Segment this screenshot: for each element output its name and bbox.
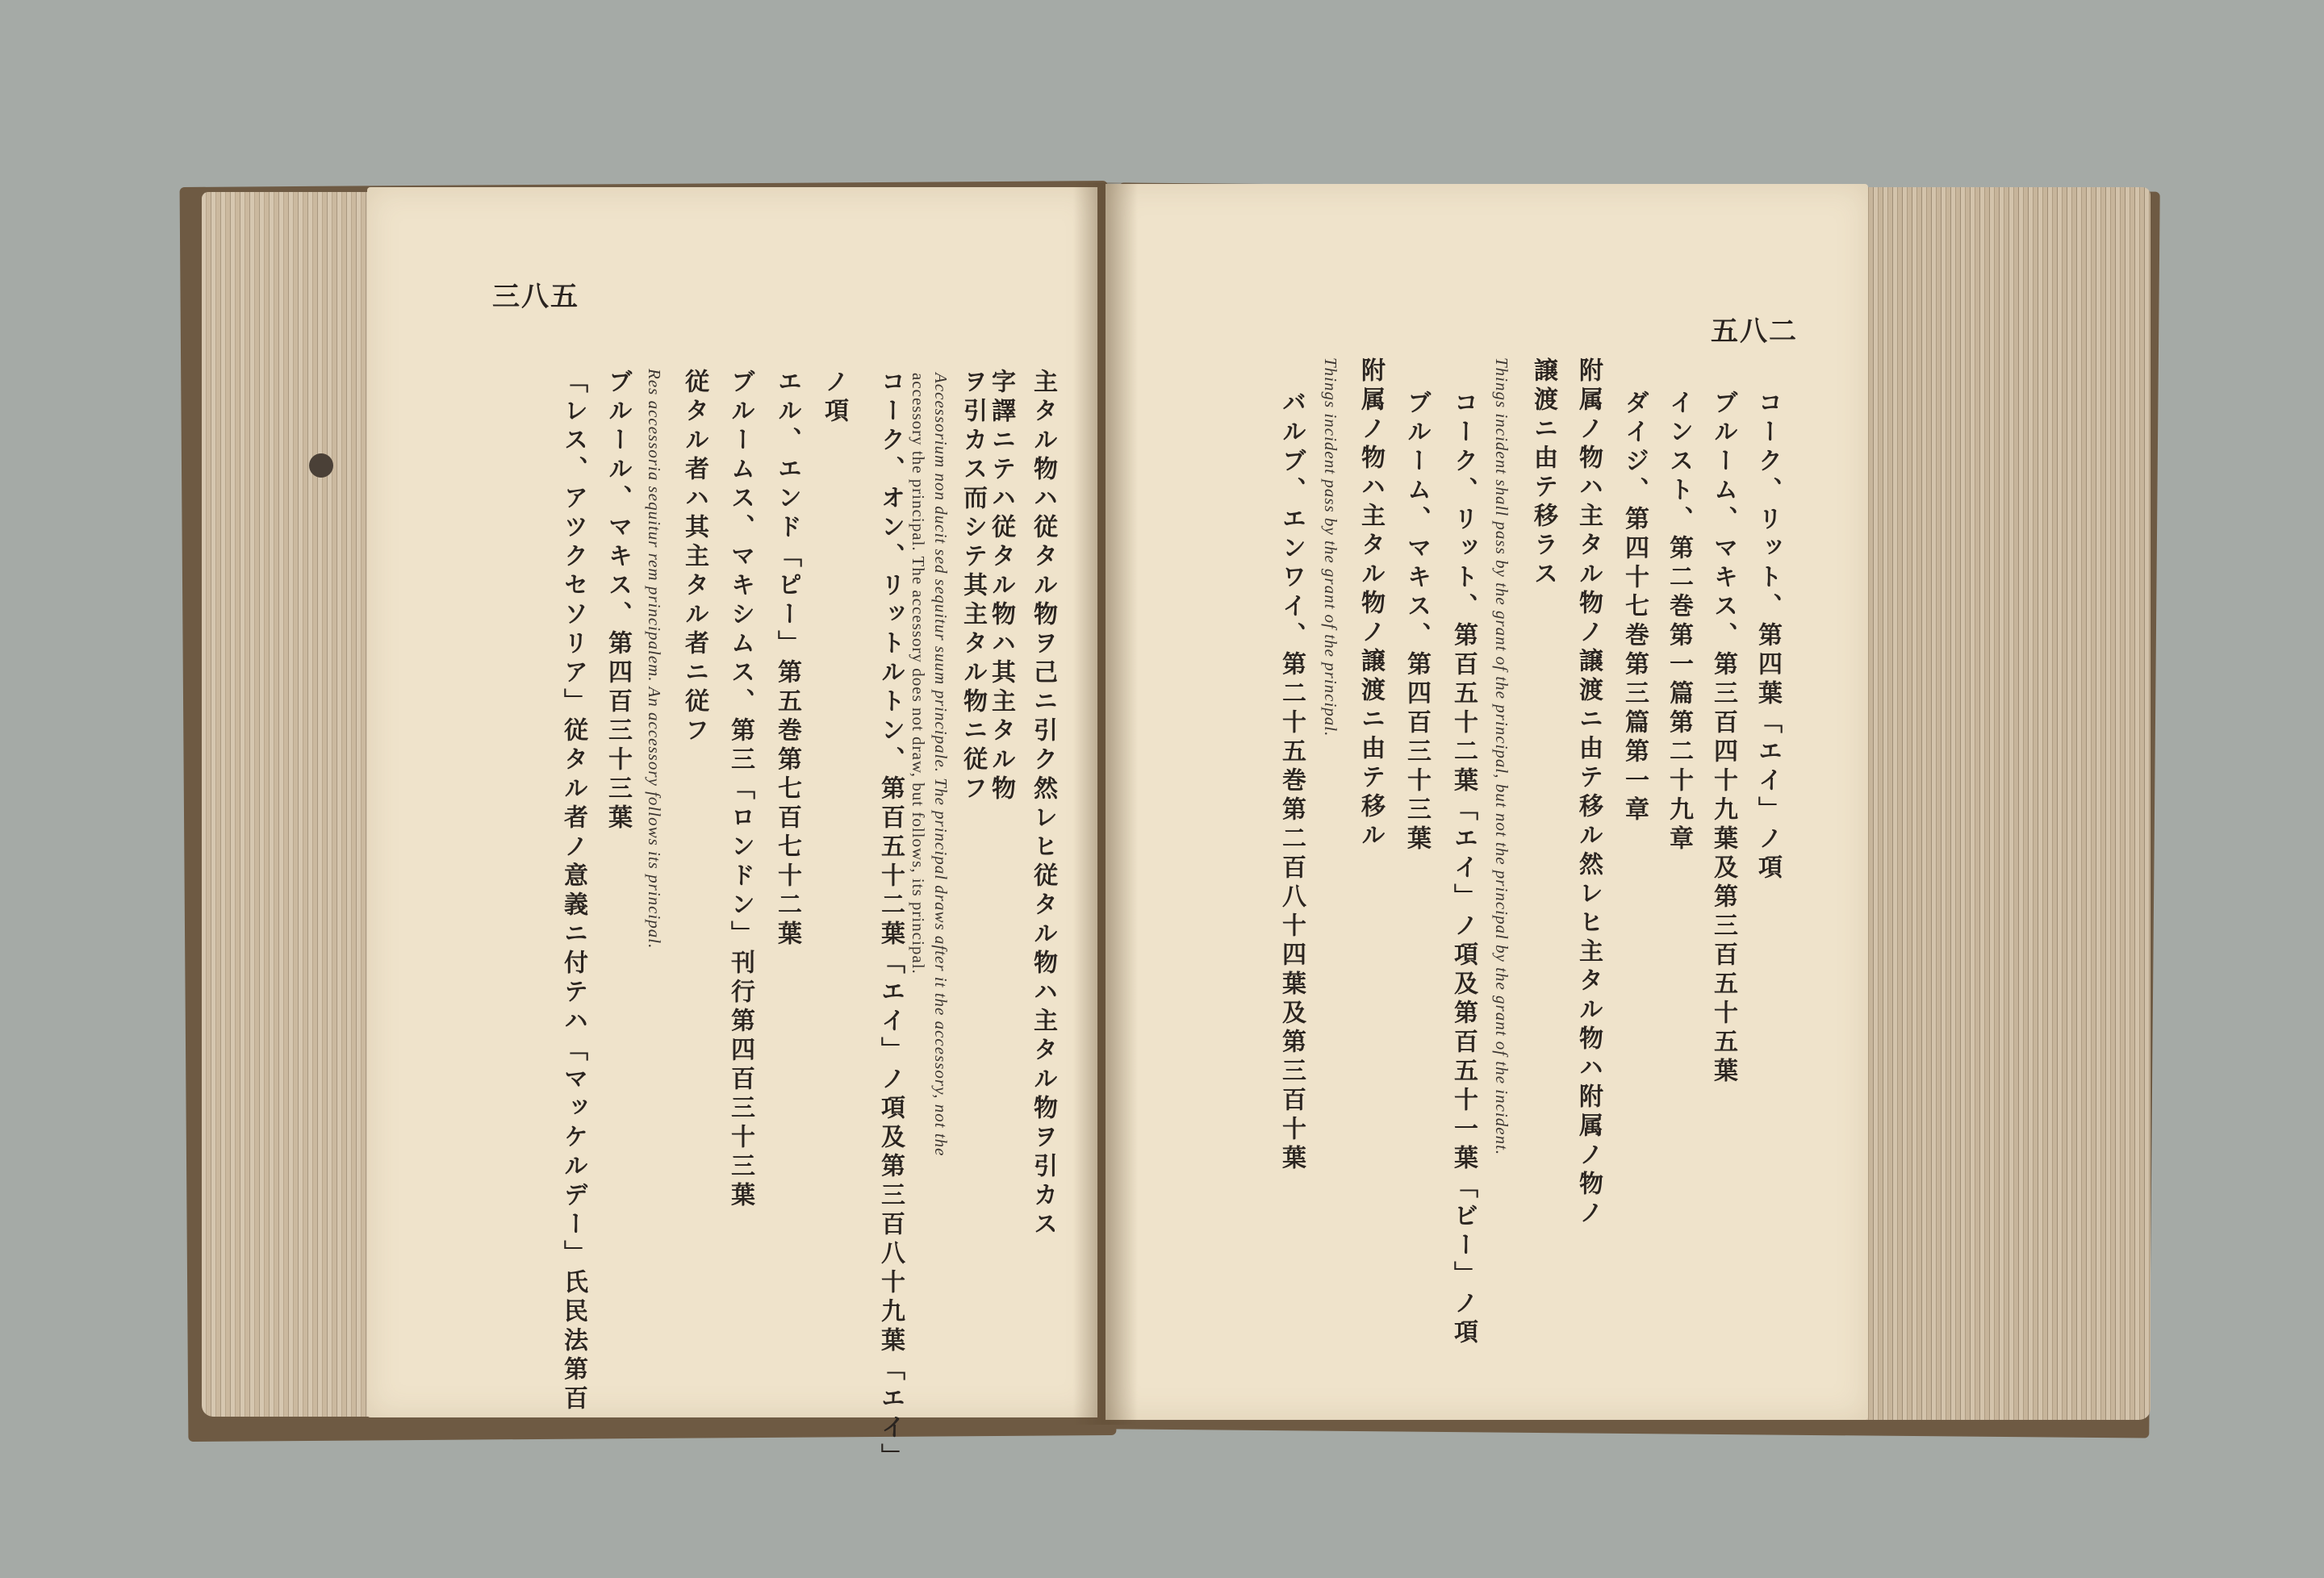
left-col-1: 主タル物ハ従タル物ヲ己ニ引ク然レヒ従タル物ハ主タル物ヲ引カス <box>1029 369 1057 1240</box>
right-col-5: 附属ノ物ハ主タル物ノ譲渡ニ由テ移ル然レヒ主タル物ハ附属ノ物ノ <box>1574 357 1603 1229</box>
left-col-12: ブルール、マキス、第四百三十三葉 <box>604 369 632 833</box>
right-col-9: ブルーム、マキス、第四百三十三葉 <box>1402 390 1431 854</box>
left-col-7: ノ項 <box>820 369 848 427</box>
right-col-7-english: Things incident shall pass by the grant of the principal, but not the principal by the grant of the incident. <box>1492 357 1511 1156</box>
right-col-11-english: Things incident pass by the grant of the principal. <box>1321 357 1340 737</box>
left-col-5-english: accessory the principal. The accessory does not draw, but follows, its principal. <box>909 373 928 975</box>
right-col-4: ダイジ、第四十七巻第三篇第一章 <box>1620 390 1649 825</box>
page-edges-right <box>1864 187 2151 1420</box>
right-col-1: コーク、リット、第四葉「エイ」ノ項 <box>1753 390 1782 883</box>
book-gutter <box>1073 182 1138 1425</box>
left-col-6: コーク、オン、リットルトン、第百五十二葉「エイ」ノ項及第三百八十九葉「エイ」 <box>876 369 905 1472</box>
right-col-2: ブルーム、マキス、第三百四十九葉及第三百五十五葉 <box>1709 390 1737 1087</box>
right-col-3: インスト、第二巻第一篇第二十九章 <box>1665 390 1693 854</box>
right-col-12: バルブ、エンワイ、第二十五巻第二百八十四葉及第三百十葉 <box>1277 390 1306 1174</box>
right-page <box>1106 184 1868 1420</box>
right-col-6: 譲渡ニ由テ移ラス <box>1529 357 1557 590</box>
left-col-10: 従タル者ハ其主タル者ニ従フ <box>680 369 708 746</box>
left-col-9: ブルームス、マキシムス、第三「ロンドン」刊行第四百三十三葉 <box>726 369 754 1211</box>
left-col-4-english: Accessorium non ducit sed sequitur suum principale. The principal draws after it the accessory, not the <box>931 373 951 1157</box>
binding-hole <box>309 453 333 478</box>
left-col-8: エル、エンド「ピー」第五巻第七百七十二葉 <box>773 369 801 950</box>
left-col-2: 字譯ニテハ従タル物ハ其主タル物 <box>987 369 1015 804</box>
left-col-3: ヲ引カス而シテ其主タル物ニ従フ <box>959 369 987 804</box>
page-edges-left <box>202 192 371 1417</box>
left-col-13: 「レス、アツクセソリア」従タル者ノ意義ニ付テハ「マッケルデー」氏民法第百 <box>559 369 587 1414</box>
right-col-8: コーク、リット、第百五十二葉「エイ」ノ項及第百五十一葉「ビー」ノ項 <box>1449 390 1478 1348</box>
right-col-10: 附属ノ物ハ主タル物ノ譲渡ニ由テ移ル <box>1356 357 1385 851</box>
left-page-number: 三八五 <box>492 281 579 313</box>
right-page-number: 五八二 <box>1711 315 1798 348</box>
left-col-11-english: Res accessoria sequitur rem principalem. An accessory follows its principal. <box>645 369 664 950</box>
left-page <box>367 187 1097 1472</box>
